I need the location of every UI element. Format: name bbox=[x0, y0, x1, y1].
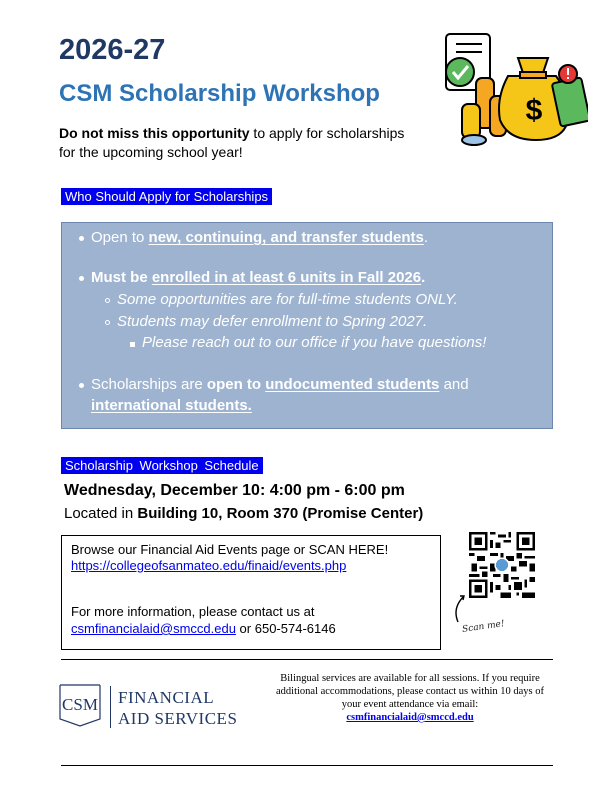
eligibility-item-3-line-2 bbox=[91, 397, 252, 414]
who-should-apply-heading: Who Should Apply for Scholarships bbox=[61, 188, 272, 205]
scholarship-money-illustration bbox=[438, 28, 588, 150]
events-page-link[interactable]: https://collegeofsanmateo.edu/finaid/events.php bbox=[71, 558, 347, 573]
b1-post: . bbox=[423, 229, 429, 246]
sub-sub-bullet bbox=[130, 342, 135, 347]
phone-number: 650-574-6146 bbox=[254, 621, 336, 636]
logo-line-1: FINANCIAL bbox=[118, 688, 215, 707]
dollar-sign: $ bbox=[525, 94, 543, 127]
bullet bbox=[79, 383, 84, 388]
curved-arrow-icon bbox=[452, 592, 472, 624]
bilingual-line-3: your event attendance via email: bbox=[341, 699, 479, 710]
page-title: CSM Scholarship Workshop bbox=[59, 80, 380, 107]
sub-bullet bbox=[105, 298, 110, 303]
email-link[interactable]: csmfinancialaid@smccd.edu bbox=[71, 621, 236, 636]
intro-rest-2: for the upcoming school year! bbox=[59, 144, 243, 160]
browse-text: Browse our Financial Aid Events page or SCAN HERE! bbox=[71, 542, 389, 557]
qr-code[interactable] bbox=[469, 532, 535, 598]
workshop-datetime: Wednesday, December 10: 4:00 pm - 6:00 pm bbox=[64, 482, 405, 499]
b2-pre: Must be bbox=[91, 269, 152, 286]
b2-underlined: enrolled in at least 6 units in Fall 2026 bbox=[151, 269, 422, 286]
b1-underlined: new, continuing, and transfer students bbox=[148, 229, 424, 246]
bilingual-line-2: additional accommodations, please contact us within 10 days of bbox=[276, 686, 544, 697]
b3-post: and bbox=[439, 376, 469, 393]
logo-letters: CSM bbox=[62, 695, 98, 714]
b3-underlined: undocumented students bbox=[265, 376, 440, 393]
b3-pre: Scholarships are bbox=[91, 376, 207, 393]
intro-rest-1: to apply for scholarships bbox=[249, 125, 405, 141]
contact-line bbox=[71, 621, 336, 636]
bilingual-email-link[interactable]: csmfinancialaid@smccd.edu bbox=[346, 712, 474, 723]
sub-bullet bbox=[105, 320, 110, 325]
eligibility-box bbox=[61, 222, 553, 429]
financial-aid-logo-text bbox=[118, 687, 237, 729]
logo-divider bbox=[110, 686, 111, 728]
b3-line2: international students. bbox=[91, 397, 252, 414]
title-year: 2026-27 bbox=[59, 34, 166, 66]
workshop-schedule-heading: Scholarship Workshop Schedule bbox=[61, 457, 263, 474]
eligibility-item-2 bbox=[91, 269, 425, 286]
scan-me-label: Scan me! bbox=[461, 619, 506, 635]
workshop-location bbox=[64, 505, 423, 522]
phone-pre: or bbox=[235, 621, 255, 636]
info-box bbox=[61, 535, 441, 650]
location-pre: Located in bbox=[64, 505, 138, 522]
bullet bbox=[79, 276, 84, 281]
footer-top-divider bbox=[61, 659, 553, 660]
contact-text: For more information, please contact us at bbox=[71, 604, 315, 619]
location-bold: Building 10, Room 370 (Promise Center) bbox=[137, 505, 424, 522]
b1-pre: Open to bbox=[91, 229, 149, 246]
bullet bbox=[79, 236, 84, 241]
bilingual-notice bbox=[262, 672, 558, 724]
eligibility-sub-1: Some opportunities are for full-time students ONLY. bbox=[117, 291, 458, 308]
b3-bold: open to bbox=[206, 376, 266, 393]
eligibility-item-3 bbox=[91, 376, 469, 393]
eligibility-sub-2: Students may defer enrollment to Spring 2027. bbox=[117, 313, 428, 330]
eligibility-item-1 bbox=[91, 229, 428, 246]
eligibility-sub-sub-1: Please reach out to our office if you have questions! bbox=[142, 334, 487, 351]
logo-line-2: AID SERVICES bbox=[118, 709, 238, 728]
intro-text bbox=[59, 124, 449, 162]
bilingual-line-1: Bilingual services are available for all sessions. If you require bbox=[280, 673, 540, 684]
csm-logo-icon bbox=[57, 681, 103, 727]
footer-bottom-divider bbox=[61, 765, 553, 766]
intro-bold: Do not miss this opportunity bbox=[59, 125, 250, 141]
b2-post: . bbox=[421, 269, 426, 286]
